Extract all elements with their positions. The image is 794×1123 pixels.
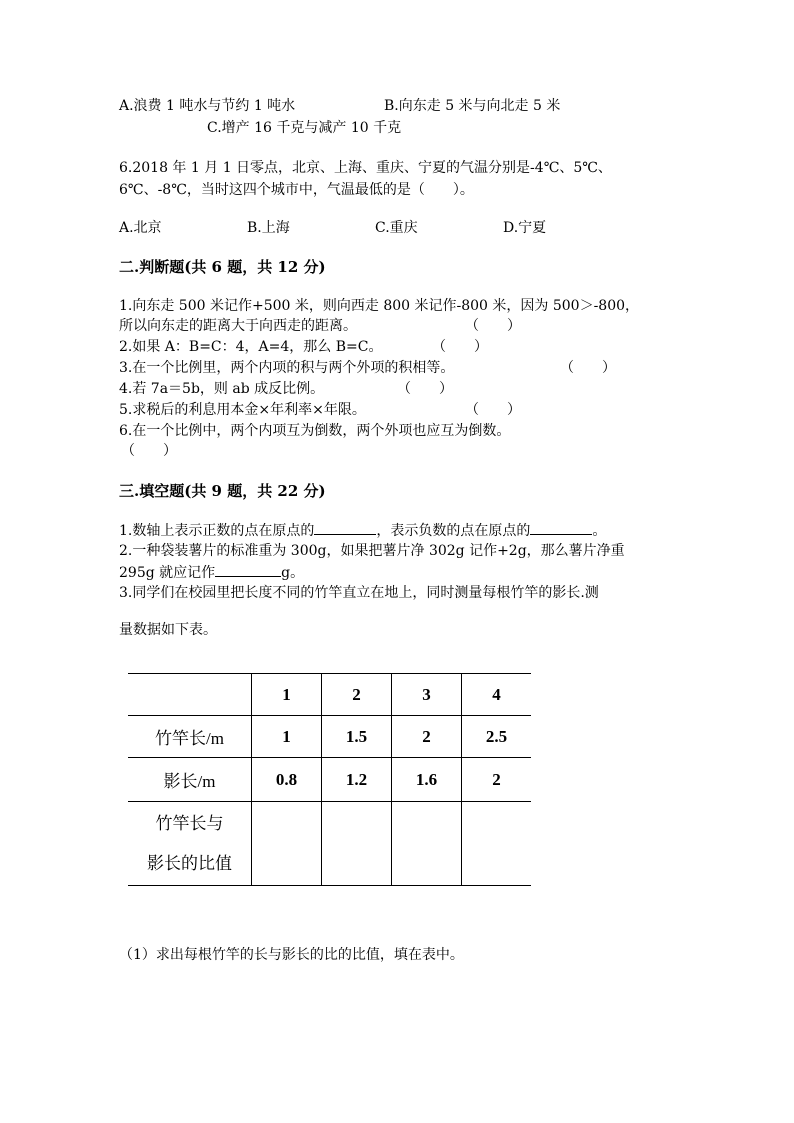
- s2-item1-line2: 所以向东走的距离大于向西走的距离。: [119, 318, 357, 334]
- q6-line2: 6℃、-8℃，当时这四个城市中，气温最低的是（ ）。: [119, 182, 474, 198]
- s3-q1-part-b: ，表示负数的点在原点的: [376, 523, 531, 539]
- table-cell: 1.2: [322, 758, 392, 802]
- s3-q2-line2: [119, 562, 304, 583]
- table-row: [128, 758, 531, 802]
- table-cell: 2.5: [462, 716, 532, 758]
- s3-q1-blank2[interactable]: [530, 520, 592, 535]
- s3-q3-sub1: （1）求出每根竹竿的长与影长的比的比值，填在表中。: [119, 947, 464, 963]
- s2-item3: 3.在一个比例里，两个内项的积与两个外项的积相等。: [119, 360, 455, 376]
- s3-q2-part-a: 295g 就应记作: [119, 565, 216, 581]
- row-label-ratio-line1: 竹竿长与: [155, 813, 224, 833]
- s2-item5: 5.求税后的利息用本金×年利率×年限。: [119, 402, 366, 418]
- table-header-4: 4: [462, 674, 532, 716]
- table-header-row: [128, 674, 531, 716]
- row-label-pole-length: 竹竿长/m: [128, 716, 252, 758]
- table-cell: 1.6: [392, 758, 462, 802]
- q5-option-b: B.向东走 5 米与向北走 5 米: [384, 98, 561, 114]
- table-row: [128, 802, 531, 886]
- table-answer-cell[interactable]: [462, 802, 532, 886]
- bamboo-shadow-table: [128, 673, 531, 886]
- q6-line1: 6.2018 年 1 月 1 日零点，北京、上海、重庆、宁夏的气温分别是-4℃、5℃、: [119, 160, 612, 176]
- s2-item1-line1: 1.向东走 500 米记作+500 米，则向西走 800 米记作-800 米，因为 500＞-800，: [119, 298, 640, 314]
- table-answer-cell[interactable]: [392, 802, 462, 886]
- s2-item4: 4.若 7a＝5b，则 ab 成反比例。: [119, 381, 325, 397]
- table-header-2: 2: [322, 674, 392, 716]
- q6-option-d: D.宁夏: [503, 220, 547, 236]
- s2-item1-paren: （ ）: [465, 318, 521, 334]
- table-answer-cell[interactable]: [322, 802, 392, 886]
- q6-option-a: A.北京: [119, 220, 162, 236]
- row-label-ratio-line2: 影长的比值: [147, 853, 232, 873]
- s3-q1-end: 。: [592, 523, 607, 539]
- section3-title: 三.填空题(共 9 题，共 22 分): [119, 482, 326, 500]
- s2-item3-paren: （ ）: [560, 360, 616, 376]
- s3-q3-line1: 3.同学们在校园里把长度不同的竹竿直立在地上，同时测量每根竹竿的影长.测: [119, 585, 599, 601]
- s2-item2: 2.如果 A：B=C：4，A=4，那么 B=C。: [119, 339, 383, 355]
- table-cell: 0.8: [252, 758, 322, 802]
- s3-q2-blank[interactable]: [215, 562, 281, 577]
- q5-option-c: C.增产 16 千克与减产 10 千克: [207, 120, 402, 136]
- section2-title: 二.判断题(共 6 题，共 12 分): [119, 258, 326, 276]
- table-header-3: 3: [392, 674, 462, 716]
- s3-q1-blank1[interactable]: [314, 520, 376, 535]
- table-header-1: 1: [252, 674, 322, 716]
- q5-option-a: A.浪费 1 吨水与节约 1 吨水: [119, 98, 296, 114]
- s2-item6-paren: （ ）: [121, 443, 177, 459]
- table-answer-cell[interactable]: [252, 802, 322, 886]
- s3-q1: [119, 520, 606, 541]
- s3-q1-part-a: 1.数轴上表示正数的点在原点的: [119, 523, 315, 539]
- table-cell: 1.5: [322, 716, 392, 758]
- table-cell: 2: [392, 716, 462, 758]
- s2-item2-paren: （ ）: [432, 339, 488, 355]
- s3-q3-line2: 量数据如下表。: [119, 622, 217, 638]
- s2-item4-paren: （ ）: [397, 381, 453, 397]
- q6-option-b: B.上海: [247, 220, 290, 236]
- q6-option-c: C.重庆: [375, 220, 418, 236]
- table-cell: 2: [462, 758, 532, 802]
- row-label-shadow-length: 影长/m: [128, 758, 252, 802]
- s2-item6: 6.在一个比例中，两个内项互为倒数，两个外项也应互为倒数。: [119, 423, 511, 439]
- s3-q2-part-b: g。: [281, 565, 305, 581]
- s3-q2-line1: 2.一种袋装薯片的标准重为 300g，如果把薯片净 302g 记作+2g，那么薯片净重: [119, 543, 625, 559]
- s2-item5-paren: （ ）: [465, 402, 521, 418]
- row-label-ratio: [128, 802, 252, 886]
- table-corner-cell: [128, 674, 252, 716]
- table-row: [128, 716, 531, 758]
- table-cell: 1: [252, 716, 322, 758]
